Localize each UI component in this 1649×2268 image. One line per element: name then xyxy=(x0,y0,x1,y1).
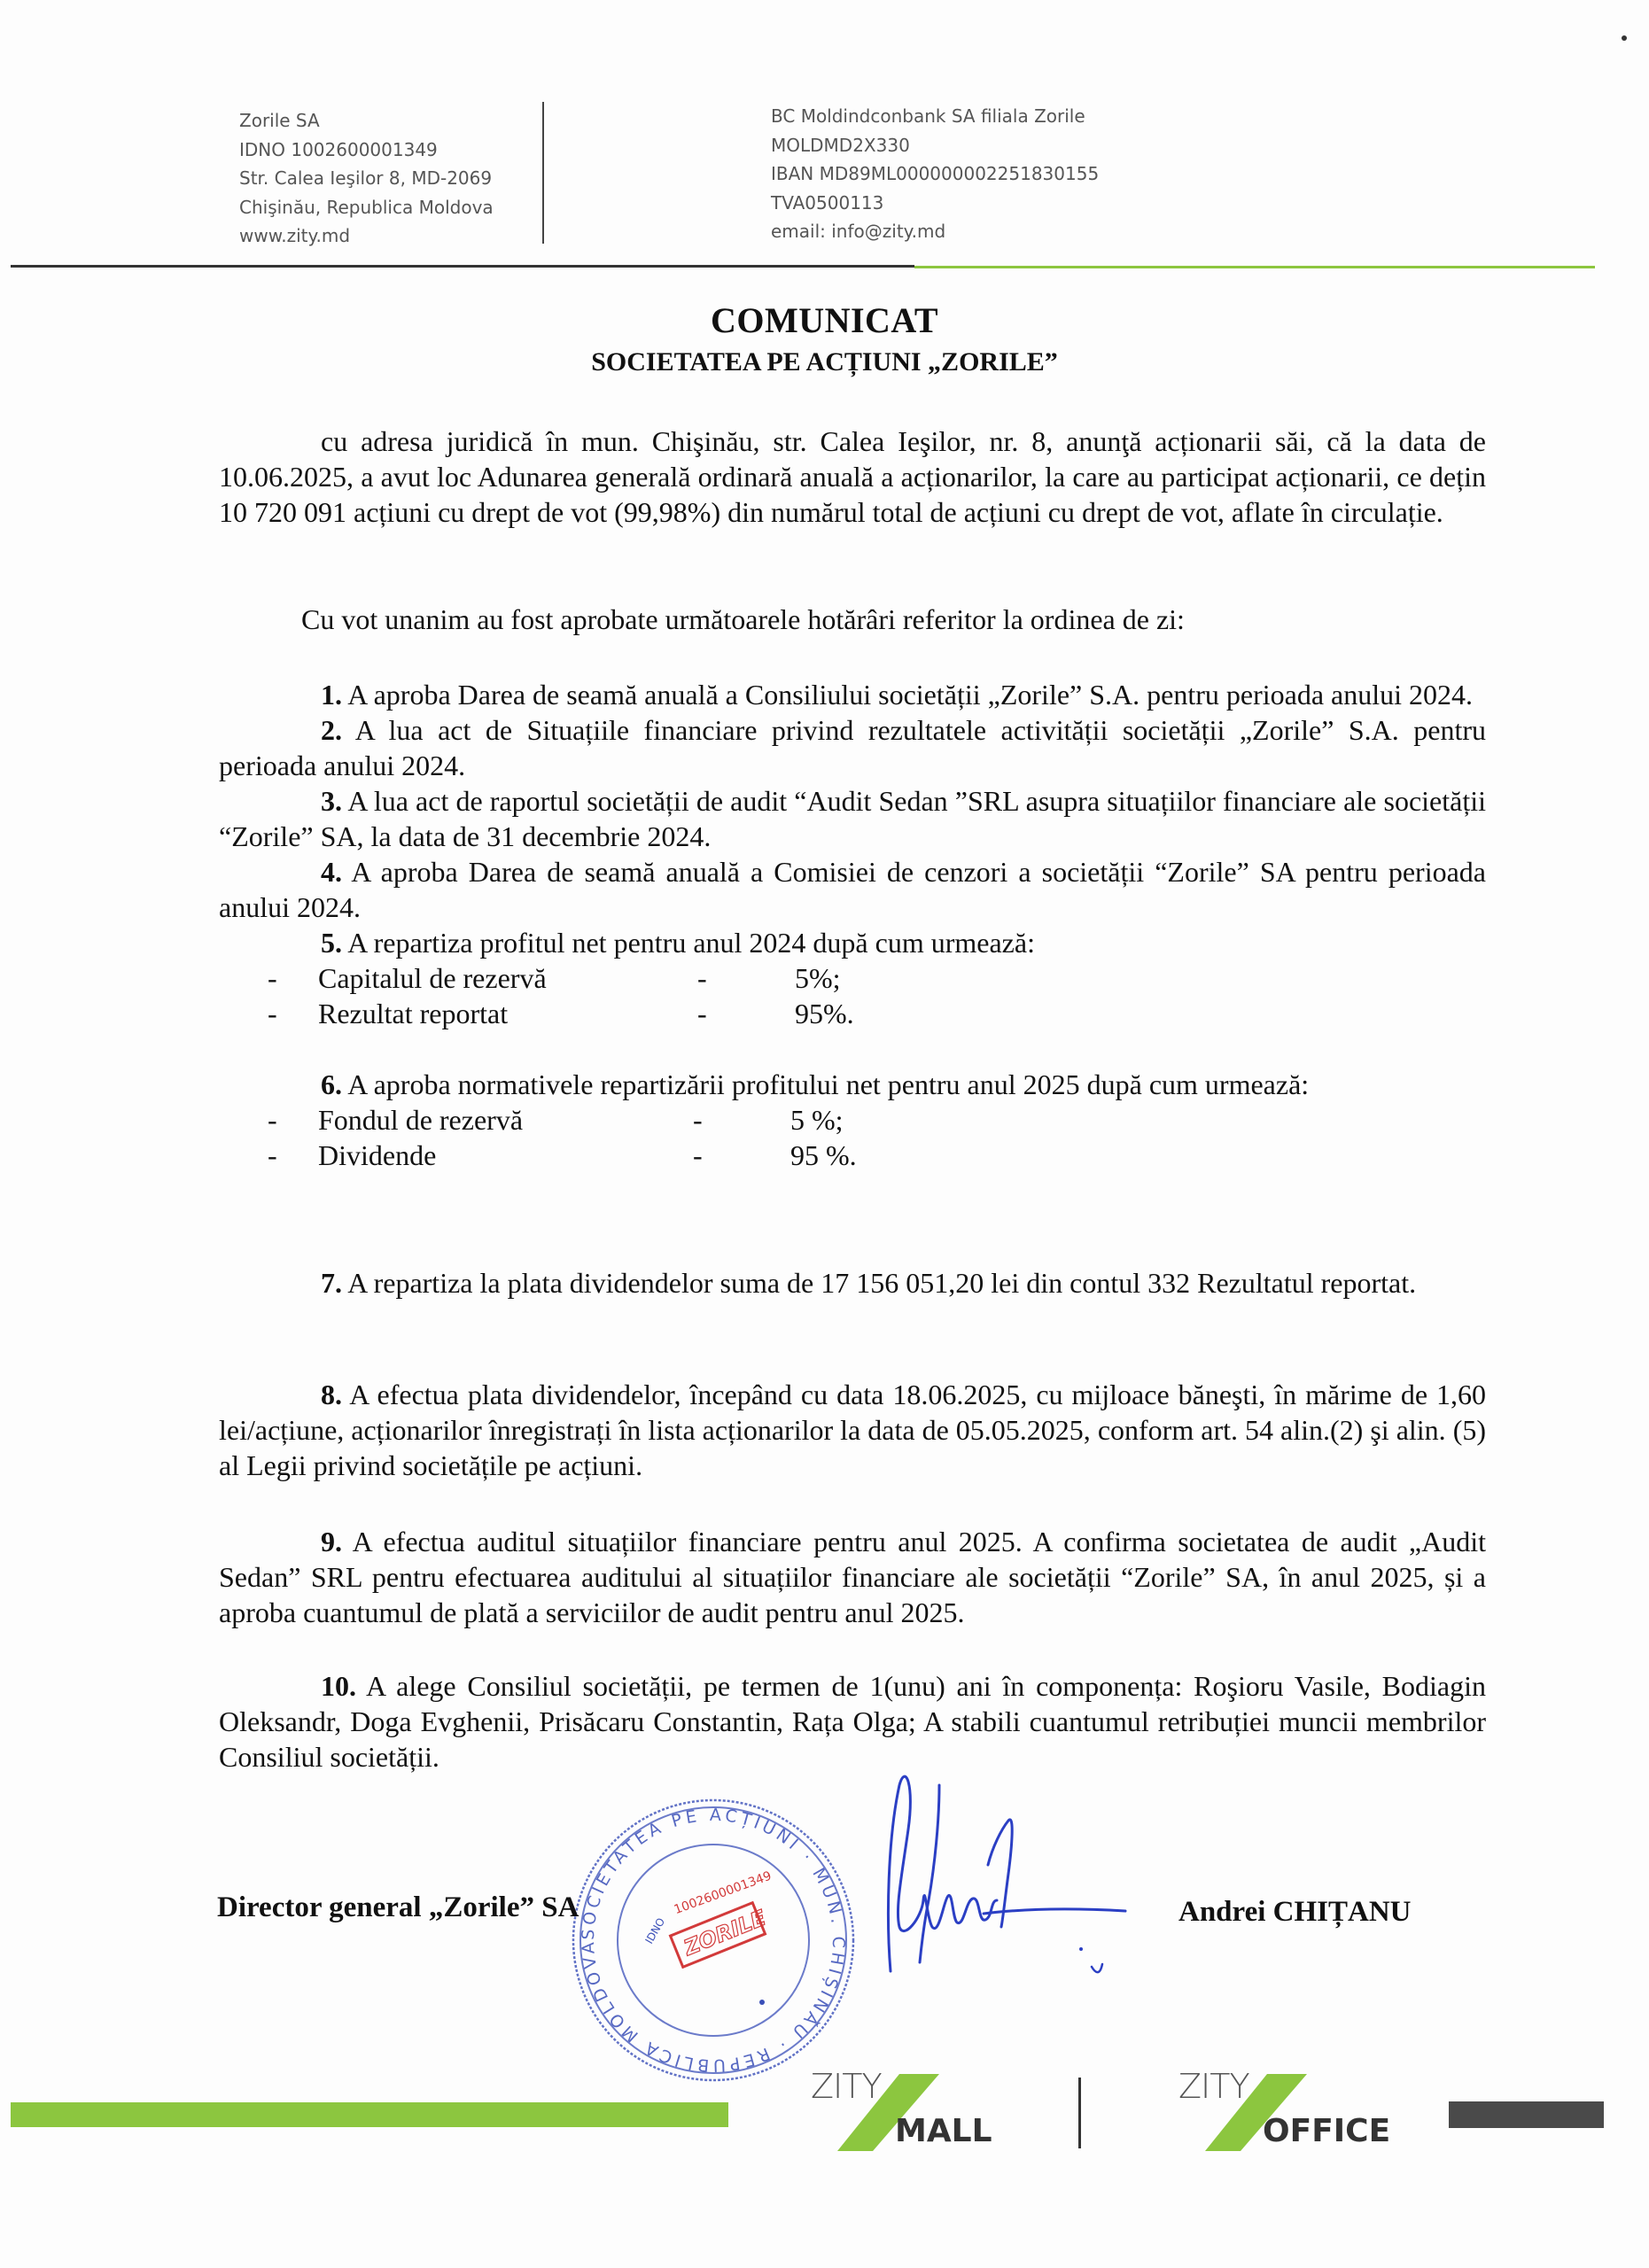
stamp-idno: 1002600001349 xyxy=(672,1868,774,1918)
decision-text: A aproba normativele repartizării profitului net pentru anul 2025 după cum urmează: xyxy=(342,1068,1310,1100)
bank-iban: IBAN MD89ML000000002251830155 xyxy=(771,163,1100,184)
item-label: Fondul de rezervă xyxy=(318,1104,524,1136)
decision-number: 8. xyxy=(321,1379,342,1410)
bank-name: BC Moldindconbank SA filiala Zorile xyxy=(771,105,1085,127)
scan-speck xyxy=(1622,35,1627,41)
footer-gray-bar xyxy=(1449,2101,1604,2128)
item-label: Capitalul de rezervă xyxy=(318,962,547,994)
decision-text: A lua act de Situațiile financiare privind rezultatele activității societății „Zorile” S.A. pentru perioada anului 2024. xyxy=(219,714,1486,781)
decision-number: 7. xyxy=(321,1267,342,1299)
header-divider xyxy=(542,102,544,244)
list-dash: - xyxy=(268,1139,277,1171)
decision-text: A aproba Darea de seamă anuală a Consiliului societății „Zorile” S.A. pentru perioada anului 2024. xyxy=(342,679,1474,711)
contact-email: email: info@zity.md xyxy=(771,221,946,242)
profit-2025-row xyxy=(219,1102,1486,1138)
decision-number: 1. xyxy=(321,679,342,711)
item-value: 5 %; xyxy=(790,1104,844,1136)
profit-2024-row xyxy=(219,996,1486,1031)
decision-7 xyxy=(219,1265,1486,1301)
decisions-list xyxy=(219,677,1486,1173)
decision-text: A lua act de raportul societății de audit “Audit Sedan ”SRL asupra situațiilor financiare ale societății “Zorile” SA, la data de 31 decembrie 2024. xyxy=(219,785,1486,852)
company-website: www.zity.md xyxy=(239,225,351,246)
list-dash: - xyxy=(268,998,277,1029)
company-name: Zorile SA xyxy=(239,110,320,131)
director-signature xyxy=(868,1767,1134,1989)
logo-sub-text: MALL xyxy=(895,2113,992,2149)
decision-8 xyxy=(219,1377,1486,1483)
item-separator: - xyxy=(693,1104,703,1136)
stamp-idno-label: IDNO xyxy=(642,1915,668,1946)
decision-1 xyxy=(219,677,1486,712)
item-separator: - xyxy=(697,998,707,1029)
vat-number: TVA0500113 xyxy=(771,191,884,214)
decision-text: A efectua auditul situațiilor financiare pentru anul 2025. A confirma societatea de audit „Audit Sedan” SRL pentru efectuarea auditului al situațiilor financiare ale societății “Zorile” SA, în anul 2025, și a aproba cuantumul de plată a serviciilor de audit pentru anul 2025. xyxy=(219,1526,1486,1628)
zity-office-logo xyxy=(1178,2067,1409,2155)
decision-9 xyxy=(219,1524,1486,1630)
item-value: 5%; xyxy=(795,962,841,994)
decision-10 xyxy=(219,1668,1486,1775)
footer-green-bar xyxy=(11,2102,728,2127)
company-info xyxy=(239,106,494,251)
document-title: COMUNICAT xyxy=(710,300,939,340)
list-dash: - xyxy=(268,962,277,994)
spacer xyxy=(219,1031,1486,1067)
unanim-paragraph xyxy=(301,602,1453,637)
footer-logo-divider xyxy=(1078,2078,1081,2148)
logo-sub-text: OFFICE xyxy=(1263,2113,1391,2149)
company-street: Str. Calea Ieşilor 8, MD-2069 xyxy=(239,167,493,189)
item-value: 95 %. xyxy=(790,1139,857,1171)
company-stamp xyxy=(567,1790,860,2091)
signer-title: Director general „Zorile” SA xyxy=(217,1891,579,1923)
decision-text: A repartiza profitul net pentru anul 2024 după cum urmează: xyxy=(342,927,1035,959)
bank-swift: MOLDMD2X330 xyxy=(771,134,910,156)
decision-text: A efectua plata dividendelor, începând cu data 18.06.2025, cu mijloace băneşti, în mărime de 1,60 lei/acțiune, acționarilor înregistrați în lista acționarilor la data de 05.05.2025, conform art. 54 alin.(2) şi alin. (5) al Legii privind societățile pe acțiuni. xyxy=(219,1379,1486,1481)
signer-name: Andrei CHIȚANU xyxy=(1178,1896,1412,1928)
decision-text: A aproba Darea de seamă anuală a Comisiei de cenzori a societății “Zorile” SA pentru perioada anului 2024. xyxy=(219,856,1486,923)
decision-5 xyxy=(219,925,1486,960)
header-rule-green xyxy=(914,266,1595,268)
logo-main-text: ZITY xyxy=(811,2067,882,2106)
decision-number: 5. xyxy=(321,927,342,959)
stamp-ring-text: SOCIETATEA PE ACȚIUNI · MUN. CHIȘINĂU · REPUBLICA MOLDOVA xyxy=(578,1805,849,2076)
decision-2 xyxy=(219,712,1486,783)
decision-4 xyxy=(219,854,1486,925)
decision-number: 6. xyxy=(321,1068,342,1100)
stamp-company-name: ZORILE xyxy=(681,1905,770,1961)
company-city: Chişinău, Republica Moldova xyxy=(239,196,494,218)
document-subtitle: SOCIETATEA PE ACȚIUNI „ZORILE” xyxy=(591,347,1058,377)
item-separator: - xyxy=(697,962,707,994)
decision-number: 9. xyxy=(321,1526,342,1557)
item-label: Dividende xyxy=(318,1139,437,1171)
profit-2024-row xyxy=(219,960,1486,996)
company-idno: IDNO 1002600001349 xyxy=(239,138,438,160)
decision-number: 2. xyxy=(321,714,342,746)
logo-main-text: ZITY xyxy=(1178,2067,1249,2106)
item-label: Rezultat reportat xyxy=(318,998,509,1029)
decision-text: A repartiza la plata dividendelor suma de 17 156 051,20 lei din contul 332 Rezultatul reportat. xyxy=(342,1267,1417,1299)
decision-number: 4. xyxy=(321,856,342,888)
intro-text: cu adresa juridică în mun. Chişinău, str. Calea Ieşilor, nr. 8, anunţă acționarii săi, că la data de 10.06.2025, a avut loc Adunarea generală ordinară anuală a acționarilor, la care au participat acționarii, ce dețin 10 720 091 acțiuni cu drept de vot (99,98%) din numărul total de acțiuni cu drept de vot, aflate în circulație. xyxy=(219,425,1486,528)
zity-mall-logo xyxy=(811,2067,1041,2155)
decision-number: 3. xyxy=(321,785,342,817)
item-separator: - xyxy=(693,1139,703,1171)
decision-number: 10. xyxy=(321,1670,356,1702)
item-value: 95%. xyxy=(795,998,854,1029)
unanim-text: Cu vot unanim au fost aprobate următoarele hotărâri referitor la ordinea de zi: xyxy=(301,603,1185,635)
decision-text: A alege Consiliul societății, pe termen de 1(unu) ani în componența: Roşioru Vasile, Bodiagin Oleksandr, Doga Evghenii, Prisăcaru Constantin, Rața Olga; A stabili cuantumul retribuției muncii membrilor Consiliul societății. xyxy=(219,1670,1486,1773)
intro-paragraph xyxy=(219,423,1486,530)
bank-info xyxy=(771,102,1099,246)
decision-3 xyxy=(219,783,1486,854)
decision-6 xyxy=(219,1067,1486,1102)
header-rule-dark xyxy=(11,265,914,268)
list-dash: - xyxy=(268,1104,277,1136)
profit-2025-row xyxy=(219,1138,1486,1173)
